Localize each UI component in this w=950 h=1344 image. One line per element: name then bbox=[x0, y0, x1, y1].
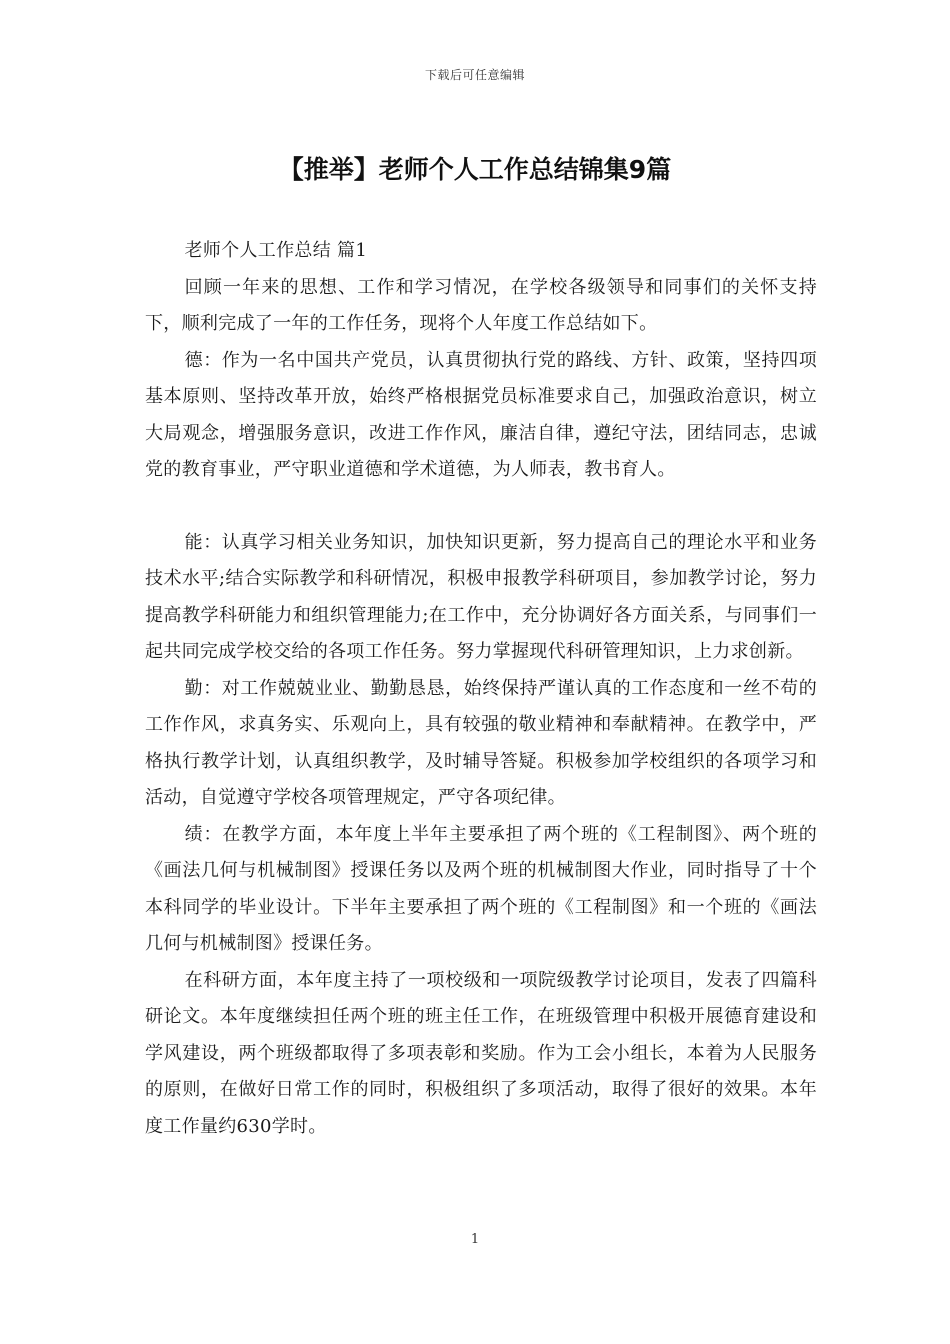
page-number: 1 bbox=[470, 1232, 480, 1247]
page-header-note: 下载后可任意编辑 bbox=[424, 68, 525, 82]
paragraph-diligence: 勤：对工作兢兢业业、勤勤恳恳，始终保持严谨认真的工作态度和一丝不苟的工作作风，求真务实、乐观向上，具有较强的敬业精神和奉献精神。在教学中，严格执行教学计划，认真组织教学，及时辅导答疑。积极参加学校组织的各项学习和活动，自觉遵守学校各项管理规定，严守各项纪律。 bbox=[145, 677, 817, 808]
section-heading: 老师个人工作总结 篇1 bbox=[184, 240, 368, 261]
document-title: 【推举】老师个人工作总结锦集9篇 bbox=[278, 155, 672, 184]
paragraph-intro: 回顾一年来的思想、工作和学习情况，在学校各级领导和同事们的关怀支持下，顺利完成了一年的工作任务，现将个人年度工作总结如下。 bbox=[145, 276, 817, 334]
paragraph-research: 在科研方面，本年度主持了一项校级和一项院级教学讨论项目，发表了四篇科研论文。本年度继续担任两个班的班主任工作，在班级管理中积极开展德育建设和学风建设，两个班级都取得了多项表彰和奖励。作为工会小组长，本着为人民服务的原则，在做好日常工作的同时，积极组织了多项活动，取得了很好的效果。本年度工作量约630学时。 bbox=[145, 969, 817, 1137]
paragraph-ability: 能：认真学习相关业务知识，加快知识更新，努力提高自己的理论水平和业务技术水平;结合实际教学和科研情况，积极申报教学科研项目，参加教学讨论，努力提高教学科研能力和组织管理能力;在工作中，充分协调好各方面关系，与同事们一起共同完成学校交给的各项工作任务。努力掌握现代科研管理知识，上力求创新。 bbox=[145, 531, 817, 662]
document-body bbox=[145, 233, 817, 1145]
paragraph-achievement: 绩：在教学方面，本年度上半年主要承担了两个班的《工程制图》、两个班的《画法几何与机械制图》授课任务以及两个班的机械制图大作业，同时指导了十个本科同学的毕业设计。下半年主要承担了两个班的《工程制图》和一个班的《画法几何与机械制图》授课任务。 bbox=[145, 823, 817, 954]
paragraph-virtue: 德：作为一名中国共产党员，认真贯彻执行党的路线、方针、政策，坚持四项基本原则、坚持改革开放，始终严格根据党员标准要求自己，加强政治意识，树立大局观念，增强服务意识，改进工作作风，廉洁自律，遵纪守法，团结同志，忠诚党的教育事业，严守职业道德和学术道德，为人师表，教书育人。 bbox=[145, 349, 817, 480]
